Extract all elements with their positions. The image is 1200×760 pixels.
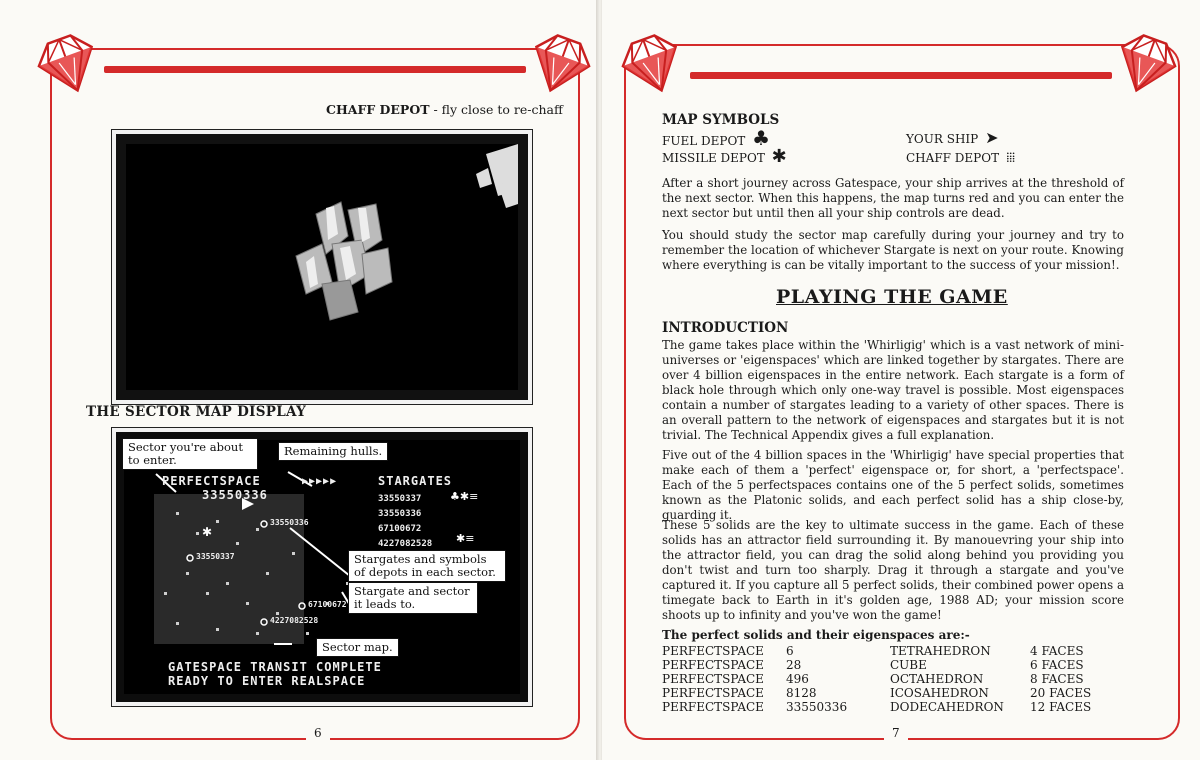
dot-grid-icon: ⁞⁞⁞ xyxy=(1005,150,1015,166)
paragraph-threshold: After a short journey across Gatespace, your ship arrives at the threshold of the next sector. When this happens, the map turns red and you can enter the next sector but until then all your ship controls are dead. xyxy=(662,176,1124,220)
solids-table xyxy=(662,644,1091,714)
number-cell: 8128 xyxy=(786,686,817,700)
page-number: 6 xyxy=(306,726,330,740)
stargate-list xyxy=(378,492,432,552)
svg-text:✱≡: ✱≡ xyxy=(456,532,475,545)
map-label: 33550336 xyxy=(270,518,309,527)
chaff-depot-caption xyxy=(326,102,563,117)
paragraph-solids-key: These 5 solids are the key to ultimate success in the game. Each of these solids has an attractor field surrounding it. By manouevring your ship into the attractor field, you can drag the solid along behind you providing you don't twist and turn too sharply. Drag it through a stargate and you've captured it. If you capture all 5 perfect solids, their combined power opens a timegate back to Earth in it's golden age, 1988 AD; your mission score shoots up to infinity and you've won the game! xyxy=(662,518,1124,622)
space-cell: PERFECTSPACE xyxy=(662,644,764,658)
perfectspace-label: PERFECTSPACE xyxy=(162,474,261,488)
stargates-label: STARGATES xyxy=(378,474,453,488)
legend-your-ship-label: YOUR SHIP xyxy=(906,132,979,146)
space-cell: PERFECTSPACE xyxy=(662,686,764,700)
page-number: 7 xyxy=(884,726,908,740)
faces-cell: 8 FACES xyxy=(1030,672,1084,686)
map-label: 67100672 xyxy=(308,600,347,609)
chaff-depot-screenshot xyxy=(112,130,532,404)
svg-text:✱: ✱ xyxy=(202,525,213,539)
table-row xyxy=(662,686,1091,700)
table-row xyxy=(662,644,1091,658)
sector-map-screenshot xyxy=(112,428,532,706)
solid-cell: ICOSAHEDRON xyxy=(890,686,989,700)
club-icon: ♣ xyxy=(752,126,771,150)
number-cell: 6 xyxy=(786,644,794,658)
legend-missile-depot-label: MISSILE DEPOT xyxy=(662,151,765,165)
paragraph-study-map: You should study the sector map carefully during your journey and try to remember the location of whichever Stargate is next on your route. Knowing where everything is can be vitally important to the success of your mission!. xyxy=(662,228,1124,272)
legend-fuel-depot xyxy=(662,126,771,150)
transit-footer-line1: GATESPACE TRANSIT COMPLETE xyxy=(168,660,382,674)
callout-remaining-hulls: Remaining hulls. xyxy=(278,442,388,461)
introduction-heading: INTRODUCTION xyxy=(662,320,789,336)
header-bar xyxy=(690,72,1112,79)
table-row xyxy=(662,658,1091,672)
stargate-list-item: 4227082528 xyxy=(378,539,433,549)
faces-cell: 4 FACES xyxy=(1030,644,1084,658)
number-cell: 496 xyxy=(786,672,809,686)
playing-the-game-title: PLAYING THE GAME xyxy=(776,286,1008,308)
paragraph-whirligig: The game takes place within the 'Whirligig' which is a vast network of mini-universes or 'eigenspaces' which are linked together by stargates. There are over 4 billion eigenspaces in the entire network. Each stargate is a form of black hole through which only one-way travel is possible. Most eigenspaces contain a number of stargates leading to a variety of other spaces. There is an overall pattern to the network of eigenspaces and stargates but it is not trivial. The Technical Appendix gives a full explanation. xyxy=(662,338,1124,442)
legend-missile-depot xyxy=(662,146,787,167)
paragraph-perfectspaces: Five out of the 4 billion spaces in the 'Whirligig' have special properties that make each of them a 'perfect' eigenspace or, for short, a 'perfectspace'. Each of the 5 perfectspaces contains one of the 5 perfect solids, sometimes known as the Platonic solids, and each perfect solid has a ship close-by, guarding it. xyxy=(662,448,1124,522)
number-cell: 33550336 xyxy=(786,700,848,714)
solids-table-heading: The perfect solids and their eigenspaces are:- xyxy=(662,628,970,642)
chaff-depot-ship-graphic xyxy=(126,144,518,390)
map-label: 4227082528 xyxy=(270,616,319,625)
ship-arrow-icon: ➤ xyxy=(985,128,999,147)
cog-icon: ✱ xyxy=(771,146,787,167)
space-cell: PERFECTSPACE xyxy=(662,700,764,714)
solid-cell: TETRAHEDRON xyxy=(890,644,991,658)
legend-chaff-depot-label: CHAFF DEPOT xyxy=(906,151,1000,165)
map-symbols-heading: MAP SYMBOLS xyxy=(662,112,780,128)
header-bar xyxy=(104,66,526,73)
number-cell: 28 xyxy=(786,658,802,672)
callout-stargates-symbols: Stargates and symbols of depots in each sector. xyxy=(348,550,506,582)
transit-footer-line2: READY TO ENTER REALSPACE xyxy=(168,674,366,688)
stargate-list-item: 33550337 xyxy=(378,494,422,504)
map-label: 33550337 xyxy=(196,552,235,561)
perfectspace-number: 33550336 xyxy=(202,488,268,502)
faces-cell: 20 FACES xyxy=(1030,686,1092,700)
space-cell: PERFECTSPACE xyxy=(662,658,764,672)
legend-fuel-depot-label: FUEL DEPOT xyxy=(662,134,746,148)
legend-chaff-depot xyxy=(906,151,1015,165)
chaff-depot-text: - fly close to re-chaff xyxy=(429,102,563,117)
callout-stargate-leads: Stargate and sector it leads to. xyxy=(348,582,478,614)
faces-cell: 12 FACES xyxy=(1030,700,1092,714)
svg-text:♣✱≡: ♣✱≡ xyxy=(450,490,479,503)
table-row xyxy=(662,672,1091,686)
solid-cell: DODECAHEDRON xyxy=(890,700,1004,714)
solid-cell: OCTAHEDRON xyxy=(890,672,984,686)
legend-your-ship xyxy=(906,128,999,147)
callout-sector-about: Sector you're about to enter. xyxy=(122,438,258,470)
table-row xyxy=(662,700,1091,714)
left-page xyxy=(0,0,598,760)
callout-sector-map: Sector map. xyxy=(316,638,399,657)
sector-map-heading: THE SECTOR MAP DISPLAY xyxy=(86,404,307,420)
space-cell: PERFECTSPACE xyxy=(662,672,764,686)
stargate-list-item: 33550336 xyxy=(378,509,422,519)
chaff-depot-label: CHAFF DEPOT xyxy=(326,102,430,117)
solid-cell: CUBE xyxy=(890,658,927,672)
hull-markers: ▶▶▶▶▶ xyxy=(302,476,338,487)
stargate-list-item: 67100672 xyxy=(378,524,422,534)
faces-cell: 6 FACES xyxy=(1030,658,1084,672)
